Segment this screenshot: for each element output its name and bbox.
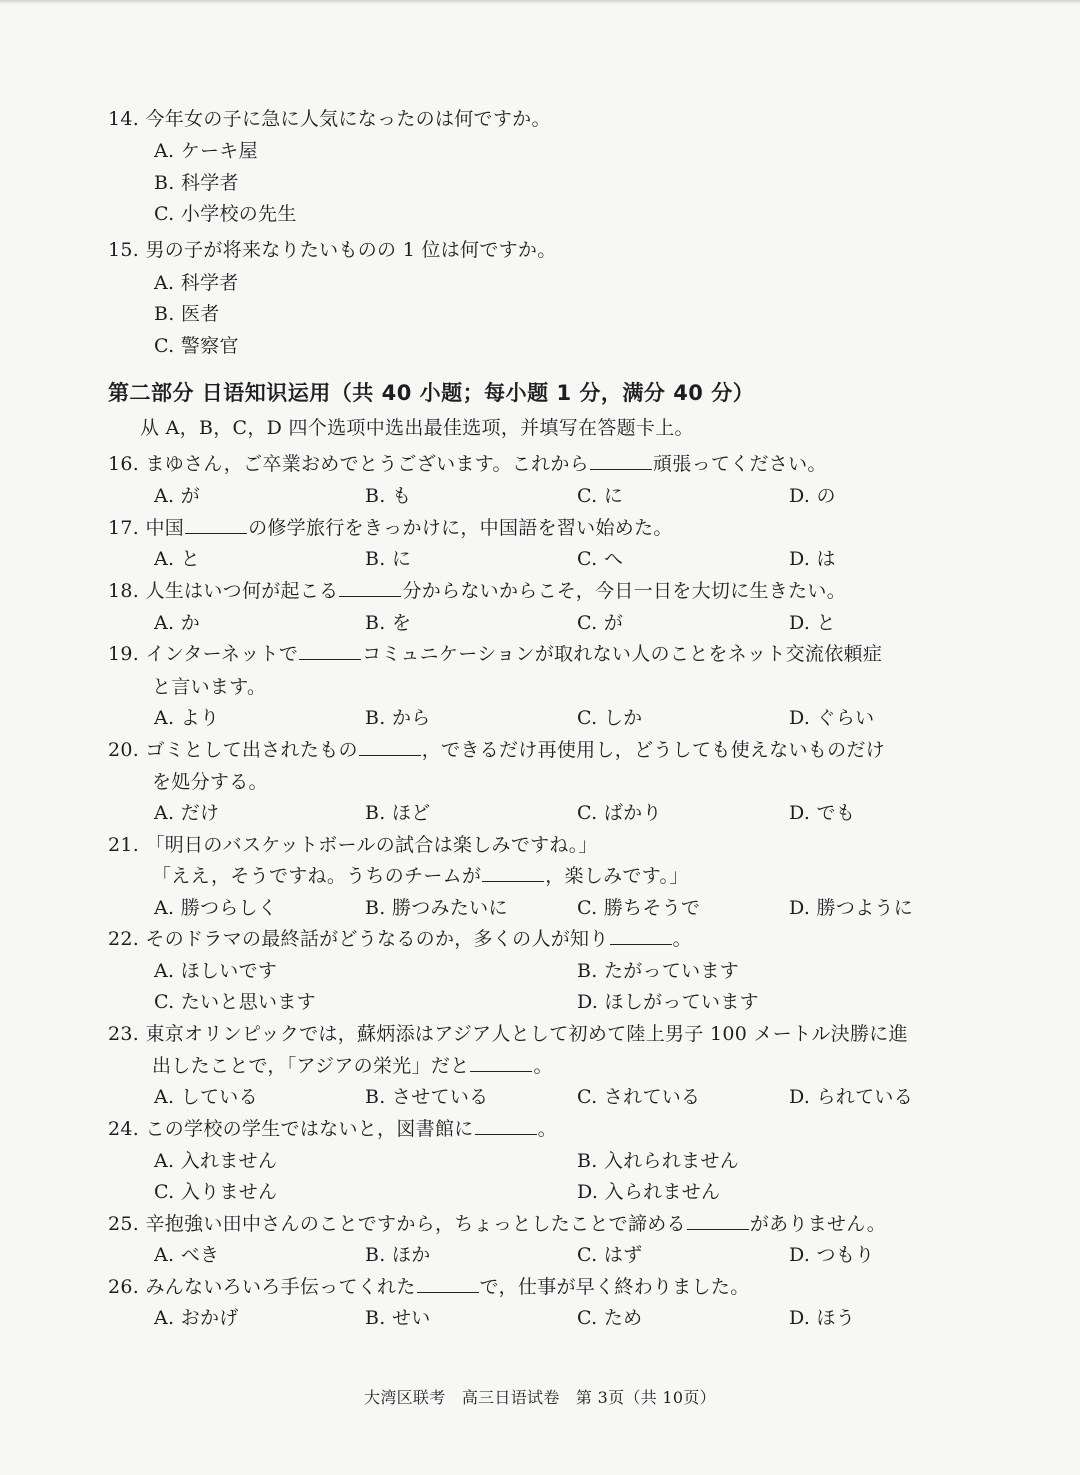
question-23-stem-continued: 出したことで，「アジアの栄光」だと 。 (152, 1055, 553, 1077)
question-21-stem-reply: 「ええ，そうですね。うちのチームが ，楽しみです。」 (152, 865, 689, 887)
question-14-option-a: A. ケーキ屋 (154, 140, 258, 162)
page-footer: 大湾区联考 高三日语试卷 第 3页（共 10页） (364, 1388, 716, 1407)
question-16-option-b: B. も (365, 485, 412, 507)
question-19-option-d: D. ぐらい (789, 707, 875, 729)
question-17-stem: 17. 中国 の修学旅行をきっかけに，中国語を習い始めた。 (108, 517, 673, 539)
question-14-option-b: B. 科学者 (154, 172, 239, 194)
question-26-option-c: C. ため (577, 1307, 643, 1329)
question-18-option-d: D. と (789, 612, 836, 634)
question-23-stem: 23. 東京オリンピックでは，蘇炳添はアジア人として初めて陸上男子 100 メートル決勝に進 (108, 1023, 908, 1045)
answer-blank (359, 737, 421, 756)
question-22-option-a: A. ほしいです (154, 960, 278, 982)
question-17-option-c: C. へ (577, 548, 624, 570)
question-15-stem: 15. 男の子が将来なりたいものの 1 位は何ですか。 (108, 239, 557, 261)
question-19-stem: 19. インターネットで コミュニケーションが取れない人のことをネット交流依頼症 (108, 643, 883, 665)
question-19-stem-continued: と言います。 (152, 676, 267, 698)
answer-blank (610, 926, 672, 945)
question-25-option-c: C. はず (577, 1244, 643, 1266)
question-19-option-c: C. しか (577, 707, 643, 729)
question-25-option-d: D. つもり (789, 1244, 875, 1266)
question-17-option-d: D. は (789, 548, 836, 570)
answer-blank (185, 515, 247, 534)
question-16-option-d: D. の (789, 485, 836, 507)
question-23-option-b: B. させている (365, 1086, 489, 1108)
question-20-option-d: D. でも (789, 802, 856, 824)
question-25-stem: 25. 辛抱強い田中さんのことですから，ちょっとしたことで諦める がありません。 (108, 1213, 887, 1235)
question-20-stem-continued: を処分する。 (152, 771, 268, 793)
answer-blank (475, 1116, 537, 1135)
question-17-option-a: A. と (154, 548, 201, 570)
question-21-stem: 21. 「明日のバスケットボールの試合は楽しみですね。」 (108, 834, 598, 856)
question-16-option-c: C. に (577, 485, 624, 507)
question-26-stem: 26. みんないろいろ手伝ってくれた で，仕事が早く終わりました。 (108, 1276, 750, 1298)
question-21-option-a: A. 勝つらしく (154, 897, 278, 919)
question-23-option-a: A. している (154, 1086, 258, 1108)
question-22-option-b: B. たがっています (577, 960, 740, 982)
question-17-option-b: B. に (365, 548, 412, 570)
question-16-option-a: A. が (154, 485, 201, 507)
question-21-option-d: D. 勝つように (789, 897, 914, 919)
question-18-option-a: A. か (154, 612, 201, 634)
question-24-option-a: A. 入れません (154, 1150, 278, 1172)
question-20-stem: 20. ゴミとして出されたもの ，できるだけ再使用し，どうしても使えないものだけ (108, 739, 885, 761)
question-22-option-c: C. たいと思います (154, 991, 316, 1013)
answer-blank (299, 641, 361, 660)
answer-blank (339, 578, 401, 597)
question-24-option-c: C. 入りません (154, 1181, 278, 1203)
answer-blank (470, 1053, 532, 1072)
answer-blank (417, 1274, 479, 1293)
answer-blank (687, 1211, 749, 1230)
question-19-option-a: A. より (154, 707, 220, 729)
question-15-option-a: A. 科学者 (154, 272, 239, 294)
question-15-option-c: C. 警察官 (154, 335, 239, 357)
question-20-option-b: B. ほど (365, 802, 431, 824)
question-18-option-b: B. を (365, 612, 412, 634)
question-18-stem: 18. 人生はいつ何が起こる 分からないからこそ，今日一日を大切に生きたい。 (108, 580, 846, 602)
question-24-stem: 24. この学校の学生ではないと，図書館に 。 (108, 1118, 557, 1140)
question-25-option-b: B. ほか (365, 1244, 431, 1266)
question-16-stem: 16. まゆさん，ご卒業おめでとうございます。これから 頑張ってください。 (108, 453, 827, 475)
question-18-option-c: C. が (577, 612, 624, 634)
question-15-option-b: B. 医者 (154, 303, 220, 325)
answer-blank (590, 451, 652, 470)
question-21-option-b: B. 勝つみたいに (365, 897, 508, 919)
question-22-option-d: D. ほしがっています (577, 991, 759, 1013)
question-26-option-d: D. ほう (789, 1307, 856, 1329)
question-14-option-c: C. 小学校の先生 (154, 203, 297, 225)
question-23-option-c: C. されている (577, 1086, 701, 1108)
section-2-title: 第二部分 日语知识运用（共 40 小题；每小题 1 分，满分 40 分） (108, 381, 755, 405)
question-21-option-c: C. 勝ちそうで (577, 897, 701, 919)
question-24-option-d: D. 入られません (577, 1181, 721, 1203)
question-23-option-d: D. られている (789, 1086, 914, 1108)
question-20-option-a: A. だけ (154, 802, 220, 824)
answer-blank (482, 863, 544, 882)
question-24-option-b: B. 入れられません (577, 1150, 740, 1172)
question-14-stem: 14. 今年女の子に急に人気になったのは何ですか。 (108, 108, 551, 130)
question-22-stem: 22. そのドラマの最終話がどうなるのか，多くの人が知り 。 (108, 928, 692, 950)
section-2-instruction: 从 A，B，C，D 四个选项中选出最佳选项，并填写在答题卡上。 (140, 417, 694, 439)
question-20-option-c: C. ばかり (577, 802, 662, 824)
question-26-option-b: B. せい (365, 1307, 431, 1329)
question-26-option-a: A. おかげ (154, 1307, 239, 1329)
question-25-option-a: A. べき (154, 1244, 220, 1266)
question-19-option-b: B. から (365, 707, 431, 729)
